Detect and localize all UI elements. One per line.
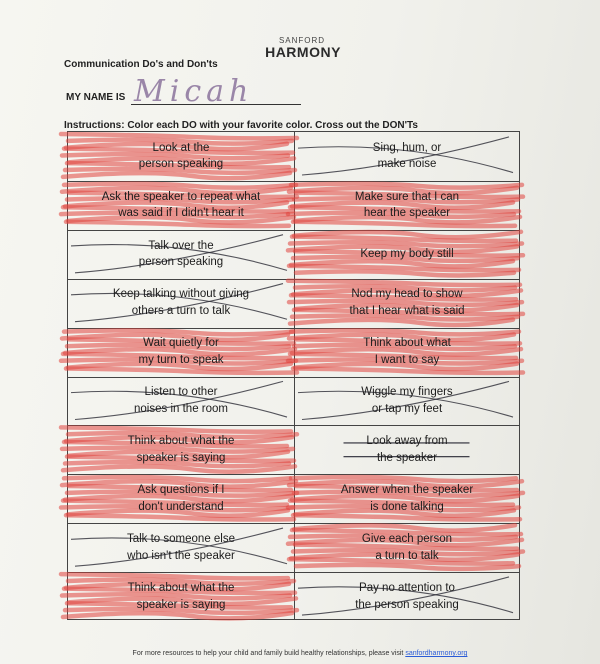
- cell-left-7: [68, 425, 294, 474]
- cell-text: Ask the speaker to repeat what was said if I didn't hear it: [101, 190, 261, 220]
- cell-right-8: [295, 474, 519, 523]
- cell-right-9: [295, 523, 519, 572]
- footer-text: For more resources to help your child and family build healthy relationships, please visit: [132, 650, 404, 657]
- cell-text: Listen to other noises in the room: [134, 386, 228, 415]
- cell-text: Wiggle my fingers or tap my feet: [361, 386, 453, 415]
- cell-right-10: [295, 572, 519, 621]
- cell-right-6: [295, 377, 519, 426]
- cell-text: Keep my body still: [360, 247, 454, 260]
- brand-top-text: SANFORD: [278, 36, 326, 45]
- footer-link[interactable]: sanfordharmony.org: [405, 650, 468, 657]
- cell-text: Sing, hum, or make noise: [372, 141, 442, 171]
- cell-text: Look at the person speaking: [138, 141, 224, 171]
- cell-text: Talk to someone else who isn't the speaker: [126, 532, 236, 562]
- cell-text: Look away from the speaker: [366, 435, 448, 464]
- handwritten-name: Micah: [134, 74, 254, 109]
- cell-right-5: [295, 328, 519, 377]
- dos-donts-table: [67, 131, 520, 620]
- cell-right-3: [295, 230, 519, 279]
- cell-text: Make sure that I can hear the speaker: [354, 190, 460, 220]
- cell-right-7: [295, 425, 519, 474]
- cell-left-6: [68, 377, 294, 426]
- cell-text: Wait quietly for my turn to speak: [138, 337, 224, 367]
- name-label: MY NAME IS: [66, 92, 126, 103]
- page-title: Communication Do's and Don'ts: [64, 59, 218, 70]
- cell-left-1: [68, 132, 294, 181]
- cell-text: Ask questions if I don't understand: [137, 484, 225, 513]
- instructions-text: Instructions: Color each DO with your favorite color. Cross out the DON'Ts: [64, 120, 418, 131]
- cell-left-8: [68, 474, 294, 523]
- cell-text: Give each person a turn to talk: [361, 532, 453, 562]
- cell-text: Answer when the speaker is done talking: [340, 484, 474, 513]
- cell-left-9: [68, 523, 294, 572]
- cell-text: Nod my head to show that I hear what is said: [349, 288, 465, 318]
- cell-left-10: [68, 572, 294, 621]
- cell-right-2: [295, 181, 519, 230]
- brand-logo-text: HARMONY: [265, 44, 341, 60]
- cell-right-4: [295, 279, 519, 328]
- cell-text: Talk over the person speaking: [138, 239, 224, 269]
- footer-note: [0, 650, 600, 657]
- cell-text: Think about what I want to say: [363, 337, 451, 367]
- cell-left-2: [68, 181, 294, 230]
- cell-right-1: [295, 132, 519, 181]
- cell-text: Pay no attention to the person speaking: [355, 581, 459, 611]
- cell-text: Think about what the speaker is saying: [127, 581, 235, 611]
- cell-text: Think about what the speaker is saying: [127, 435, 235, 464]
- cell-left-3: [68, 230, 294, 279]
- cell-left-5: [68, 328, 294, 377]
- cell-text: Keep talking without giving others a turn to talk: [112, 288, 250, 318]
- cell-left-4: [68, 279, 294, 328]
